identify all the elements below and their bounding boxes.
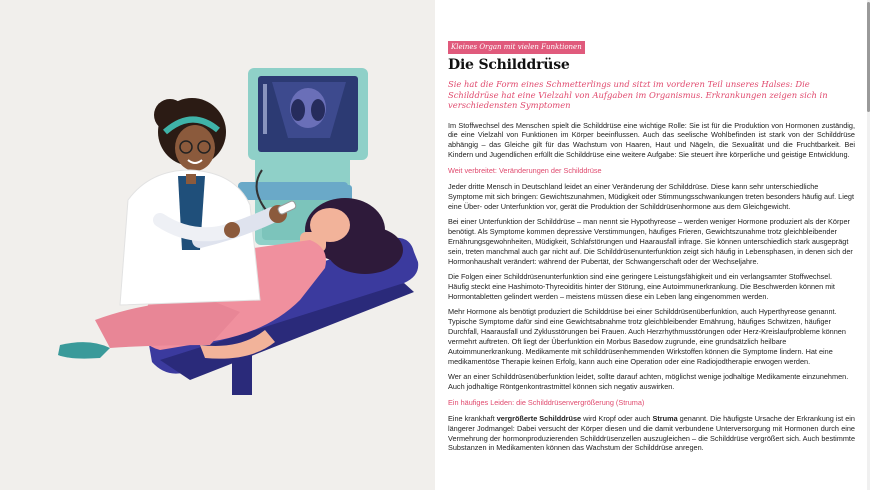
article-title: Die Schilddrüse [448,57,570,73]
scan-scale [263,84,267,134]
thyroid-lobe-right [311,99,325,121]
thyroid-lobe-left [291,99,305,121]
struma-text-a: Eine krankhaft [448,413,497,423]
bed-leg [232,355,252,395]
paragraph-struma [448,414,855,454]
paragraph-jod-hinweis: Wer an einer Schilddrüsenüberfunktion leidet, sollte darauf achten, möglichst wenige jodhaltige Medikamente einzunehmen. Auch jodhaltige Röntgenkontrastmittel können sich negativ auswirken. [448,372,849,392]
section-heading-struma: Ein häufiges Leiden: die Schilddrüsenvergrößerung (Struma) [448,397,645,407]
doctor-face [175,125,215,171]
paragraph-folgen: Die Folgen einer Schilddrüsenunterfunktion sind eine geringere Leistungsfähigkeit und ein verlangsamter Stoffwechsel. Häufig steckt eine Hashimoto-Thyreoiditis hinter der Störung, eine Autoimmunerkrankung. Die Beschwerden können mit Hormontabletten gelindert werden – meistens müssen diese ein Leben lang eingenommen werden. [448,272,835,301]
console [238,182,348,200]
article-lead: Sie hat die Form eines Schmetterlings und sitzt im vorderen Teil unseres Halses: Die Schilddrüse hat eine Vielzahl von Aufgaben im Organismus. Erkrankungen zeigen sich in verschiedensten Symptomen [448,79,828,110]
struma-text-b: wird Kropf oder auch [581,413,653,423]
paragraph-ueberfunktion: Mehr Hormone als benötigt produziert die Schilddrüse bei einer Schilddrüsenüberfunktion, auch Hyperthyreose genannt. Typische Symptome dafür sind eine Gewichtsabnahme trotz gleichbleibender Ernährung, häufiges Schwitzen, häufiger Durchfall, Haarausfall und Zyklusstörungen bei Frauen. Auch Herzrhythmusstörungen oder Herz-Kreislaufprobleme können vermehrt auftreten. Oft liegt der Überfunktion ein Morbus Basedow zugrunde, eine grundsätzlich heilbare Autoimmunerkrankung. Medikamente mit schilddrüsenhemmenden Wirkstoffen können die Symptome lindern. Hat eine medikamentöse Therapie keinen Erfolg, kann auch eine Operation oder eine Radiojodtherapie erwogen werden. [448,307,846,366]
paragraph-unterfunktion: Bei einer Unterfunktion der Schilddrüse – man nennt sie Hypothyreose – werden weniger Hormone produziert als der Körper benötigt. Als Symptome kommen depressive Verstimmungen, häufiges Frieren, Gewichtszunahme trotz gleichbleibender Ernährungsgewohnheiten, Müdigkeit, Schlafstörungen und Haarausfall infrage. Sie können unterschiedlich stark ausgeprägt sein, treten manchmal auch gar nicht auf. Die Schilddrüsenunterfunktion zeigt sich häufig in Lebensphasen, in denen sich der Hormonhaushalt verändert: während der Pubertät, der Schwangerschaft oder der Wechseljahre. [448,216,853,266]
topic-tag: Kleines Organ mit vielen Funktionen [448,41,585,54]
struma-bold-b: Struma [652,413,678,423]
article [448,36,855,490]
patient-shoe [58,342,110,358]
section-heading-veraenderungen: Weit verbreitet: Veränderungen der Schilddrüse [448,165,602,175]
paragraph-intro: Im Stoffwechsel des Menschen spielt die Schilddrüse eine wichtige Rolle: Sie ist für die Produktion von Hormonen zuständig, die eine Vielzahl von Funktionen im Körper beeinflussen. Auch das seelische Wohlbefinden ist stark von der Schilddrüse abhängig – das Gleiche gilt für das Wachstum von Haaren, Haut und Nägeln, die Sexualität und die Fruchtbarkeit. Bei Kindern und Jugendlichen erfüllt die Schilddrüse eine weitere Aufgabe: Sie steuert ihre körperliche und geistige Entwicklung. [448,120,855,160]
struma-text-c: genannt. Die häufigste Ursache der Erkrankung ist ein längerer Jodmangel: Dabei versucht der Körper diesen und die damit verbundene Unterversorgung mit Hormonen durch eine Vermehrung der hormonproduzierenden Schilddrüsenzellen auszugleichen – die Schilddrüse vergrößert sich. Auch bestimmte Substanzen in Medikamenten können das Wachstum der Schilddrüse anregen. [448,413,855,453]
doctor-neck [186,174,196,184]
doctor-hand-left [224,222,240,238]
paragraph-veraenderungen: Jeder dritte Mensch in Deutschland leidet an einer Veränderung der Schilddrüse. Diese kann sehr unterschiedliche Symptome mit sich bringen: Gewichtszunahmen, Müdigkeit oder Stimmungsschwankungen treten besonders häufig auf. Liegt eine Über- oder Unterfunktion vor, gerät die Produktion der Schilddrüsenhormone aus dem Gleichgewicht. [448,181,855,211]
struma-bold-a: vergrößerte Schilddrüse [496,413,582,423]
